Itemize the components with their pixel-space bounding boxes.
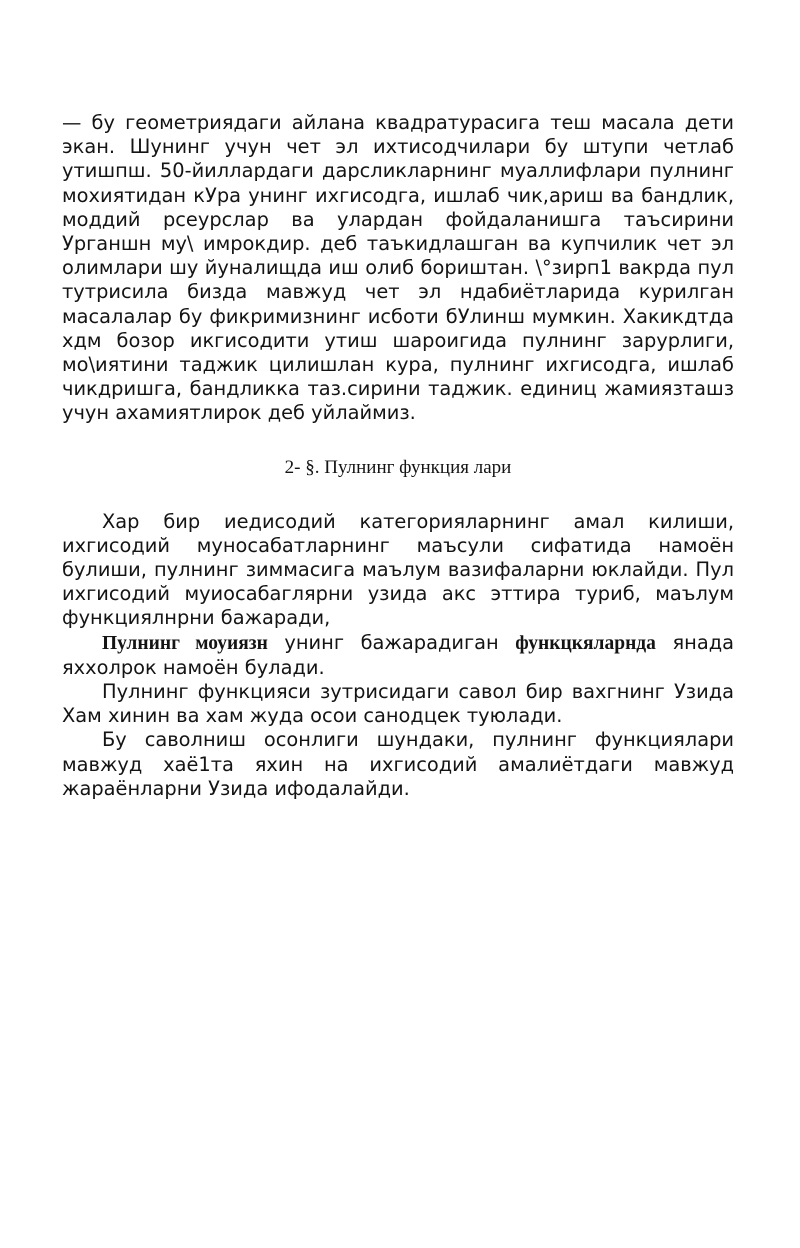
functions-paragraph-4: Бу саволниш осонлиги шундаки, пулнинг функциялари мавжуд хаё1та яхин на ихгисодий амалиётдаги мавжуд жараёнларни Узида ифодалайди. <box>62 728 734 800</box>
intro-paragraph: — бу геометриядаги айлана квадратурасига теш масала дети экан. Шунинг учун чет эл ихтисодчилари бу штупи четлаб утишпш. 50-йиллардаги дарсликларнинг муаллифлари пулнинг мохиятидан кУра унинг ихгисодга, ишлаб чик,ариш ва бандлик, моддий рсеурслар ва улардан фойдаланишга таъсирини Урганшн му\ имрокдир. деб таъкидлашган ва купчилик чет эл олимлари шу йуналищда иш олиб бориштан. \°зирп1 вакрда пул тутрисила бизда мавжуд чет эл ндабиётларида курилган масалалар бу фикримизнинг исботи бУлинш мумкин. Хакикдтда хдм бозор икгисодити утиш шароигида пулнинг зарурлиги, мо\иятини таджик цилишлан кура, пулнинг ихгисодга, ишлаб чикдришга, бандликка таз.сирини таджик. единиц жамиязташз учун ахамиятлирок деб уйлаймиз. <box>62 111 734 425</box>
document-page <box>62 111 734 801</box>
paragraph-2-text-2: янада яххолрок намоён булади. <box>62 630 734 679</box>
bold-term-essence: Пулнинг моуиязн <box>102 632 268 654</box>
functions-paragraph-3: Пулнинг функцияси зутрисидаги савол бир вахгнинг Узида Хам хинин ва хам жуда осои санодцек туюлади. <box>62 680 734 728</box>
section-heading: 2- §. Пулнинг функция лари <box>284 456 512 478</box>
functions-paragraph-1: Хар бир иедисодий категорияларнинг амал килиши, ихгисодий муносабатларнинг маъсули сифатида намоён булиши, пулнинг зиммасига маълум вазифаларни юклайди. Пул ихгисодий муиосабаглярни узида акс эттира туриб, маълум функциялнрни бажаради, <box>62 509 734 630</box>
paragraph-2-text-1: унинг бажарадиган <box>267 630 516 654</box>
functions-paragraph-2 <box>62 631 734 680</box>
bold-term-functions: функцкяларнда <box>515 632 656 654</box>
